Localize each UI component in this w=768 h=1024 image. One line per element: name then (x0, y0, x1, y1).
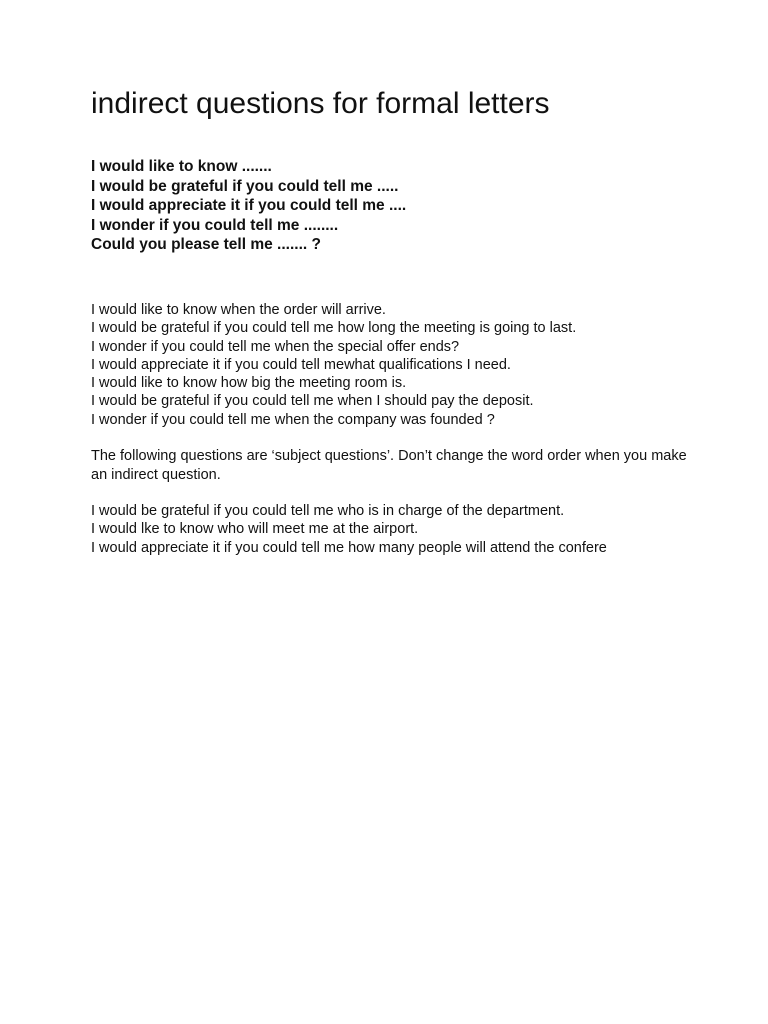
example-sentence: I would like to know how big the meeting room is. (91, 375, 407, 392)
phrase-item: I would be grateful if you could tell me ..... (91, 177, 399, 195)
phrase-item: I would appreciate it if you could tell me .... (91, 197, 407, 214)
phrase-item: I wonder if you could tell me ........ (91, 216, 339, 234)
subject-example-sentence: I would be grateful if you could tell me who is in charge of the department. (91, 503, 565, 519)
subject-example-list (91, 502, 691, 557)
example-sentence: I wonder if you could tell me when the company was founded ? (91, 411, 495, 428)
example-sentence: I wonder if you could tell me when the special offer ends? (91, 338, 460, 355)
phrase-item: Could you please tell me ....... ? (91, 236, 321, 253)
subject-example-sentence: I would appreciate it if you could tell me how many people will attend the confere (91, 539, 607, 556)
example-sentence: I would be grateful if you could tell me how long the meeting is going to last. (91, 320, 577, 337)
subject-example-sentence: I would lke to know who will meet me at the airport. (91, 521, 419, 538)
example-list (91, 301, 576, 429)
example-sentence: I would like to know when the order will arrive. (91, 302, 386, 318)
subject-questions-note: The following questions are ‘subject questions’. Don’t change the word order when you make an indirect question. (91, 448, 687, 483)
phrase-item: I would like to know ....... (91, 158, 272, 175)
example-sentence: I would be grateful if you could tell me when I should pay the deposit. (91, 393, 534, 410)
page-title: indirect questions for formal letters (91, 87, 550, 120)
example-sentence: I would appreciate it if you could tell mewhat qualifications I need. (91, 356, 511, 373)
phrase-list (91, 157, 406, 255)
